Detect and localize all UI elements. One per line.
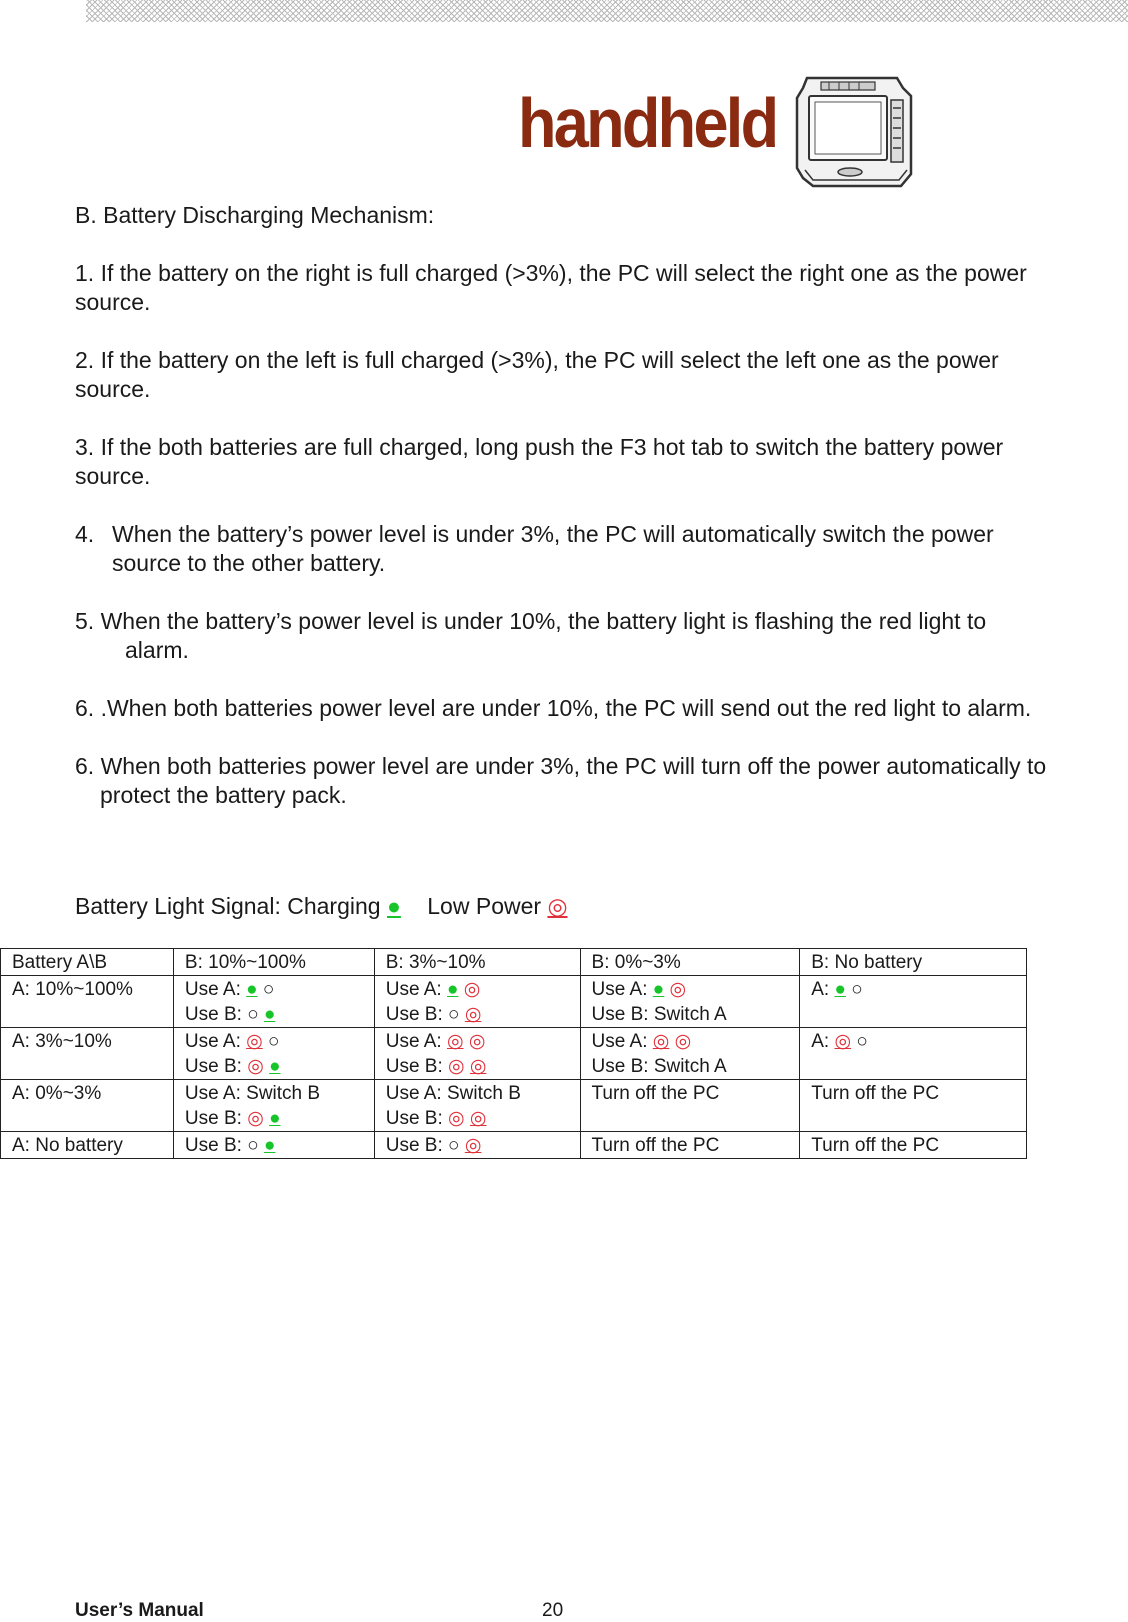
off-icon: ○ xyxy=(247,1135,259,1156)
rule-item-6: 6. .When both batteries power level are under 10%, the PC will send out the red light to alarm. xyxy=(75,695,1032,721)
tablet-device-icon xyxy=(793,74,915,190)
table-header-cell: B: 3%~10% xyxy=(374,949,580,976)
low-power-icon: ◎ xyxy=(247,1108,264,1129)
low-power-icon: ◎ xyxy=(247,1056,264,1077)
table-header-cell: B: 0%~3% xyxy=(580,949,800,976)
charging-icon: ● xyxy=(447,979,459,1000)
discharging-section xyxy=(75,201,1055,839)
table-cell: Turn off the PC xyxy=(580,1080,800,1132)
off-icon: ○ xyxy=(448,1004,460,1025)
charging-icon: ● xyxy=(246,979,258,1000)
table-header-cell: B: No battery xyxy=(800,949,1027,976)
table-cell: Use B: ○ ● xyxy=(173,1132,374,1159)
rule-item-1: 1. If the battery on the right is full charged (>3%), the PC will select the right one as the power source. xyxy=(75,260,1027,315)
low-power-icon: ◎ xyxy=(468,1031,486,1052)
off-icon: ○ xyxy=(262,979,275,1000)
table-cell: Use A: ◎ ◎ Use B: ◎ ◎ xyxy=(374,1028,580,1080)
low-power-indicator-icon: ◎ xyxy=(547,893,568,919)
low-power-icon: ◎ xyxy=(448,1108,465,1129)
low-power-icon: ◎ xyxy=(447,1031,464,1052)
battery-light-table xyxy=(0,948,1027,1159)
off-icon: ○ xyxy=(247,1004,259,1025)
table-cell: Use B: ○ ◎ xyxy=(374,1132,580,1159)
off-icon: ○ xyxy=(851,979,863,1000)
table-row xyxy=(1,976,1027,1028)
header-pattern-band xyxy=(86,0,1128,22)
row-label-cell: A: 10%~100% xyxy=(1,976,174,1028)
table-cell: Use A: ● ◎ Use B: ○ ◎ xyxy=(374,976,580,1028)
off-icon: ○ xyxy=(856,1031,868,1052)
low-power-icon: ◎ xyxy=(463,979,481,1000)
table-header-cell: Battery A\B xyxy=(1,949,174,976)
table-cell: Use A: Switch B Use B: ◎ ● xyxy=(173,1080,374,1132)
rule-item-4 xyxy=(75,520,1055,578)
table-header-row xyxy=(1,949,1027,976)
table-header-cell: B: 10%~100% xyxy=(173,949,374,976)
low-power-icon: ◎ xyxy=(834,1031,852,1052)
charging-icon: ● xyxy=(652,979,665,1000)
charging-icon: ● xyxy=(263,1004,276,1025)
page-number: 20 xyxy=(542,1600,564,1621)
row-label-cell: A: 0%~3% xyxy=(1,1080,174,1132)
low-power-icon: ◎ xyxy=(469,1056,487,1077)
footer-manual-label: User’s Manual xyxy=(75,1600,204,1621)
handheld-logo xyxy=(518,74,918,192)
rule-item-5: 5. When the battery’s power level is under 10%, the battery light is flashing the red light to alarm. xyxy=(75,608,987,663)
table-row xyxy=(1,1132,1027,1159)
low-power-icon: ◎ xyxy=(669,979,687,1000)
off-icon: ○ xyxy=(448,1135,460,1156)
section-heading: B. Battery Discharging Mechanism: xyxy=(75,202,435,228)
rule-item-4-number: 4. xyxy=(75,521,95,547)
rule-item-2: 2. If the battery on the left is full charged (>3%), the PC will select the left one as the power source. xyxy=(75,347,999,402)
low-power-icon: ◎ xyxy=(469,1108,487,1129)
table-cell: Use A: Switch B Use B: ◎ ◎ xyxy=(374,1080,580,1132)
table-cell: Use A: ● ◎ Use B: Switch A xyxy=(580,976,800,1028)
table-cell: Turn off the PC xyxy=(800,1132,1027,1159)
table-cell: A: ◎ ○ xyxy=(800,1028,1027,1080)
table-cell: Use A: ◎ ○ Use B: ◎ ● xyxy=(173,1028,374,1080)
row-label-cell: A: No battery xyxy=(1,1132,174,1159)
table-cell: Use A: ◎ ◎ Use B: Switch A xyxy=(580,1028,800,1080)
table-cell: Use A: ● ○ Use B: ○ ● xyxy=(173,976,374,1028)
low-power-icon: ◎ xyxy=(464,1004,482,1025)
low-power-icon: ◎ xyxy=(246,1031,263,1052)
charging-indicator-icon: ● xyxy=(386,893,401,919)
charging-icon: ● xyxy=(834,979,846,1000)
low-power-icon: ◎ xyxy=(464,1135,482,1156)
table-cell: Turn off the PC xyxy=(800,1080,1027,1132)
table-cell: A: ● ○ xyxy=(800,976,1027,1028)
low-power-icon: ◎ xyxy=(448,1056,465,1077)
rule-item-4-text: When the battery’s power level is under 3%, the PC will automatically switch the power source to the other battery. xyxy=(112,521,994,576)
battery-light-signal xyxy=(75,892,568,921)
charging-icon: ● xyxy=(269,1056,281,1077)
table-row xyxy=(1,1028,1027,1080)
low-power-icon: ◎ xyxy=(674,1031,692,1052)
charging-icon: ● xyxy=(263,1135,276,1156)
table-row xyxy=(1,1080,1027,1132)
rule-item-3: 3. If the both batteries are full charged, long push the F3 hot tab to switch the battery power source. xyxy=(75,434,1004,489)
rule-item-7: 6. When both batteries power level are under 3%, the PC will turn off the power automatically to protect the battery pack. xyxy=(75,753,1047,808)
logo-wordmark: handheld xyxy=(518,84,777,162)
low-power-icon: ◎ xyxy=(652,1031,670,1052)
low-power-label: Low Power xyxy=(427,893,542,919)
row-label-cell: A: 3%~10% xyxy=(1,1028,174,1080)
signal-label: Battery Light Signal: Charging xyxy=(75,893,381,919)
table-cell: Turn off the PC xyxy=(580,1132,800,1159)
off-icon: ○ xyxy=(268,1031,280,1052)
charging-icon: ● xyxy=(269,1108,281,1129)
